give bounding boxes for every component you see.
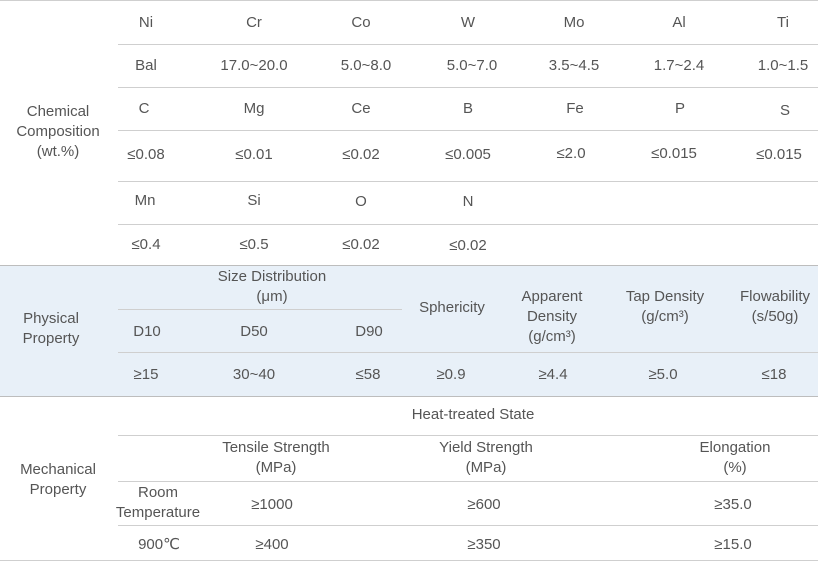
900c-label: 900℃ — [138, 536, 180, 553]
element-header: Mo — [563, 14, 585, 31]
element-value: ≤0.01 — [235, 146, 273, 163]
label-line: Mechanical — [20, 461, 96, 478]
label-line: Composition — [16, 123, 100, 140]
tap-density-header — [626, 287, 704, 327]
yield-strength-header — [439, 438, 533, 478]
row-divider — [118, 44, 818, 45]
element-header: Mn — [134, 192, 156, 209]
d10-value: ≥15 — [133, 366, 159, 383]
header-line: Tap Density — [625, 288, 705, 305]
element-value: ≤0.08 — [127, 146, 165, 163]
header-line: Apparent — [521, 288, 583, 305]
yield-value: ≥350 — [467, 536, 501, 553]
element-value: ≤2.0 — [556, 145, 586, 162]
element-header: Ni — [138, 14, 154, 31]
d10-header: D10 — [133, 323, 161, 340]
row-divider — [118, 224, 818, 225]
element-header: Mg — [243, 100, 265, 117]
d90-header: D90 — [355, 323, 383, 340]
row-divider — [118, 87, 818, 88]
row-divider — [0, 560, 818, 561]
label-line: Property — [29, 481, 87, 498]
element-value: ≤0.015 — [756, 146, 802, 163]
sphericity-value: ≥0.9 — [436, 366, 466, 383]
row-divider — [118, 309, 402, 310]
element-header: B — [462, 100, 474, 117]
element-value: Bal — [135, 57, 157, 74]
row-divider — [118, 525, 818, 526]
header-line: (g/cm³) — [528, 328, 576, 345]
element-header: Ce — [351, 100, 371, 117]
heat-treated-state-header: Heat-treated State — [411, 406, 535, 423]
element-value: ≤0.015 — [651, 145, 697, 162]
room-temperature-label — [116, 483, 200, 523]
row-divider — [118, 181, 818, 182]
elongation-value: ≥35.0 — [714, 496, 752, 513]
tap-density-value: ≥5.0 — [648, 366, 678, 383]
temp-line: Temperature — [115, 504, 201, 521]
header-line: (g/cm³) — [641, 308, 689, 325]
header-line: (%) — [723, 459, 747, 476]
element-header: Fe — [566, 100, 584, 117]
header-line: (MPa) — [255, 459, 297, 476]
row-divider — [118, 435, 818, 436]
element-value: ≤0.4 — [131, 236, 161, 253]
chemical-composition-label — [16, 102, 99, 162]
header-line: (s/50g) — [751, 308, 799, 325]
row-divider — [0, 0, 818, 1]
label-line: Chemical — [26, 103, 90, 120]
mechanical-property-label — [20, 460, 96, 500]
apparent-density-value: ≥4.4 — [538, 366, 568, 383]
tensile-strength-header — [222, 438, 330, 478]
element-header: Ti — [777, 14, 789, 31]
physical-property-band — [0, 266, 818, 396]
header-line: Elongation — [699, 439, 771, 456]
element-value: ≤0.005 — [445, 146, 491, 163]
physical-property-label — [23, 309, 80, 349]
sphericity-header: Sphericity — [419, 299, 485, 316]
section-divider — [0, 265, 818, 266]
elongation-value: ≥15.0 — [714, 536, 752, 553]
header-line: Tensile Strength — [222, 439, 330, 456]
header-line: Size Distribution — [217, 268, 327, 285]
element-header: Cr — [246, 14, 262, 31]
section-divider — [0, 396, 818, 397]
element-value: 1.0~1.5 — [757, 57, 809, 74]
element-value: 5.0~7.0 — [446, 57, 498, 74]
header-line: Yield Strength — [439, 439, 533, 456]
element-value: ≤0.02 — [342, 236, 380, 253]
size-distribution-header — [218, 267, 326, 307]
apparent-density-header — [522, 287, 583, 347]
element-value: ≤0.02 — [342, 146, 380, 163]
label-line: Property — [22, 330, 80, 347]
tensile-value: ≥1000 — [251, 496, 293, 513]
header-line: (μm) — [256, 288, 288, 305]
element-value: 1.7~2.4 — [653, 57, 705, 74]
element-value: 17.0~20.0 — [220, 57, 288, 74]
yield-value: ≥600 — [467, 496, 501, 513]
header-line: (MPa) — [465, 459, 507, 476]
tensile-value: ≥400 — [255, 536, 289, 553]
row-divider — [118, 352, 818, 353]
element-value: ≤0.02 — [449, 237, 487, 254]
element-header: P — [674, 100, 686, 117]
element-header: C — [138, 100, 150, 117]
d90-value: ≤58 — [355, 366, 381, 383]
elongation-header — [700, 438, 771, 478]
header-line: Flowability — [739, 288, 811, 305]
label-line: (wt.%) — [36, 143, 80, 160]
flowability-header — [740, 287, 810, 327]
header-line: Density — [526, 308, 578, 325]
element-header: Co — [351, 14, 371, 31]
element-header: S — [779, 102, 791, 119]
d50-value: 30~40 — [232, 366, 276, 383]
element-header: O — [355, 193, 367, 210]
temp-line: Room — [137, 484, 178, 501]
row-divider — [118, 481, 818, 482]
element-header: Al — [672, 14, 686, 31]
element-value: ≤0.5 — [239, 236, 269, 253]
row-divider — [118, 130, 818, 131]
flowability-value: ≤18 — [761, 366, 787, 383]
element-value: 3.5~4.5 — [548, 57, 600, 74]
element-header: Si — [247, 192, 261, 209]
label-line: Physical — [23, 310, 79, 327]
element-header: N — [462, 193, 474, 210]
element-header: W — [460, 14, 476, 31]
element-value: 5.0~8.0 — [340, 57, 392, 74]
d50-header: D50 — [240, 323, 268, 340]
